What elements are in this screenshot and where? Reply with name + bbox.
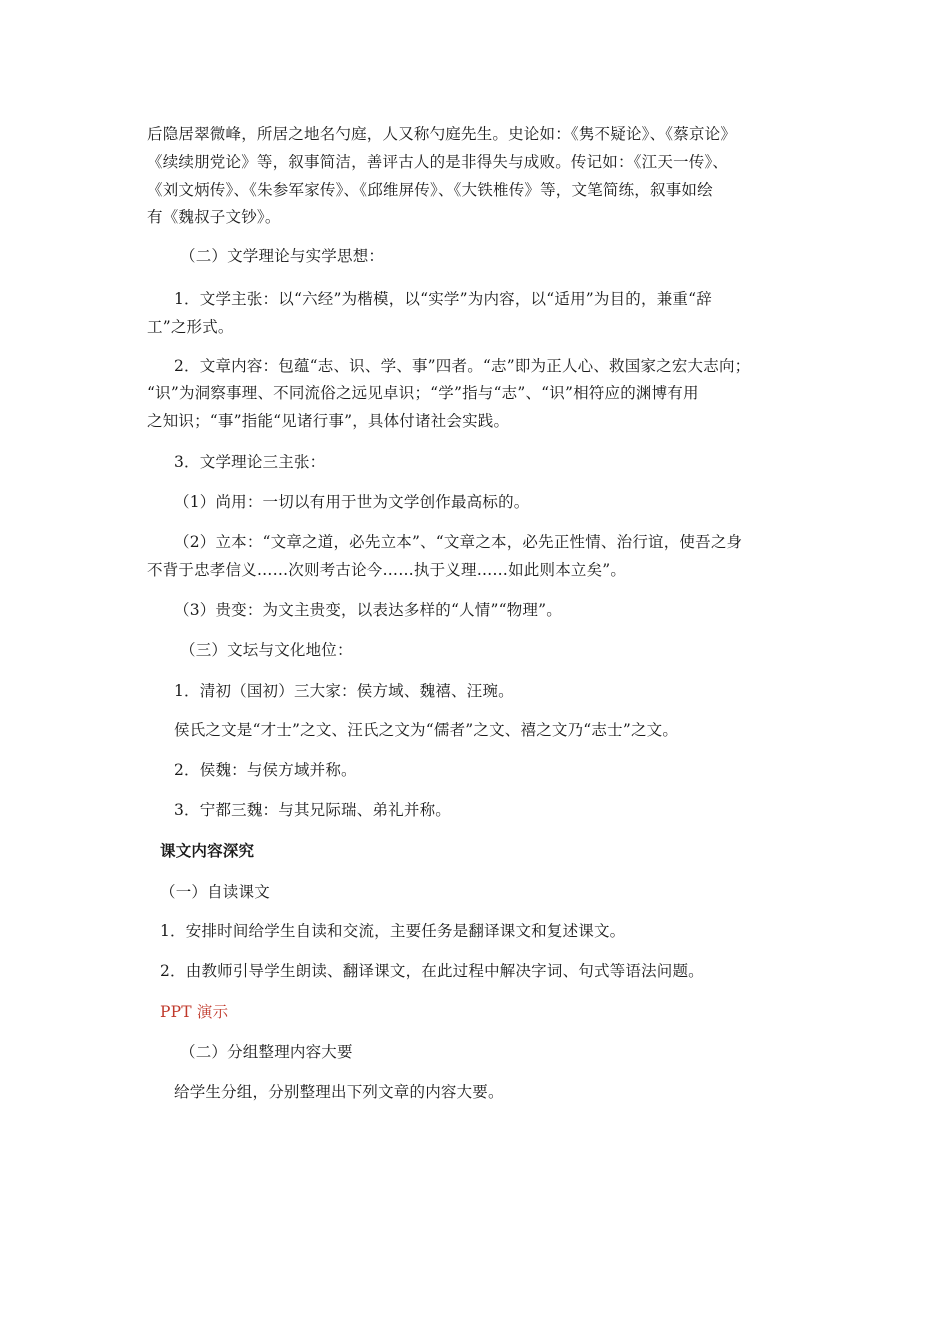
status1-note: 侯氏之文是“才士”之文、汪氏之文为“儒者”之文、禧之文乃“志士”之文。 <box>174 721 679 739</box>
point2-line-1: （2）立本：“文章之道，必先立本”、“文章之本，必先正性情、治行谊，使吾之身 <box>174 533 743 551</box>
self-read-title: （一）自读课文 <box>160 883 270 901</box>
item1-line-2: 工”之形式。 <box>147 318 234 336</box>
item2-line-1: 2．文章内容：包蕴“志、识、学、事”四者。“志”即为正人心、救国家之宏大志向； <box>174 357 751 375</box>
intro-line-3: 《刘文炳传》、《朱参军家传》、《邱维屏传》、《大铁椎传》等，文笔简练，叙事如绘 <box>147 181 713 199</box>
item1-line-1: 1．文学主张：以“六经”为楷模，以“实学”为内容，以“适用”为目的，兼重“辞 <box>174 290 712 308</box>
ppt-label: PPT 演示 <box>160 1003 229 1021</box>
intro-line-2: 《续续朋党论》等，叙事简洁，善评古人的是非得失与成败。传记如：《江天一传》、 <box>147 153 729 171</box>
intro-line-1: 后隐居翠微峰，所居之地名勺庭，人又称勺庭先生。史论如：《隽不疑论》、《蔡京论》 <box>147 125 737 143</box>
item3-title: 3．文学理论三主张： <box>174 453 326 471</box>
intro-line-4: 有《魏叔子文钞》。 <box>147 208 281 226</box>
point3: （3）贵变：为文主贵变，以表达多样的“人情”“物理”。 <box>174 601 562 619</box>
self-read-item-2: 2．由教师引导学生朗读、翻译课文，在此过程中解决字词、句式等语法问题。 <box>160 962 704 980</box>
item2-line-3: 之知识；“事”指能“见诸行事”，具体付诸社会实践。 <box>147 412 510 430</box>
self-read-item-1: 1．安排时间给学生自读和交流，主要任务是翻译课文和复述课文。 <box>160 922 626 940</box>
section3-title: （三）文坛与文化地位： <box>180 641 353 659</box>
point1: （1）尚用：一切以有用于世为文学创作最高标的。 <box>174 493 530 511</box>
section2-title: （二）文学理论与实学思想： <box>180 247 385 265</box>
status1: 1．清初（国初）三大家：侯方域、魏禧、汪琬。 <box>174 682 514 700</box>
status2: 2．侯魏：与侯方域并称。 <box>174 761 357 779</box>
point2-line-2: 不背于忠孝信义……次则考古论今……执于义理……如此则本立矣”。 <box>147 561 627 579</box>
item2-line-2: “识”为洞察事理、不同流俗之远见卓识；“学”指与“志”、“识”相符应的渊博有用 <box>147 384 699 402</box>
study-heading: 课文内容深究 <box>160 842 255 860</box>
status3: 3．宁都三魏：与其兄际瑞、弟礼并称。 <box>174 801 451 819</box>
group-text: 给学生分组，分别整理出下列文章的内容大要。 <box>174 1083 504 1101</box>
group-title: （二）分组整理内容大要 <box>180 1043 353 1061</box>
